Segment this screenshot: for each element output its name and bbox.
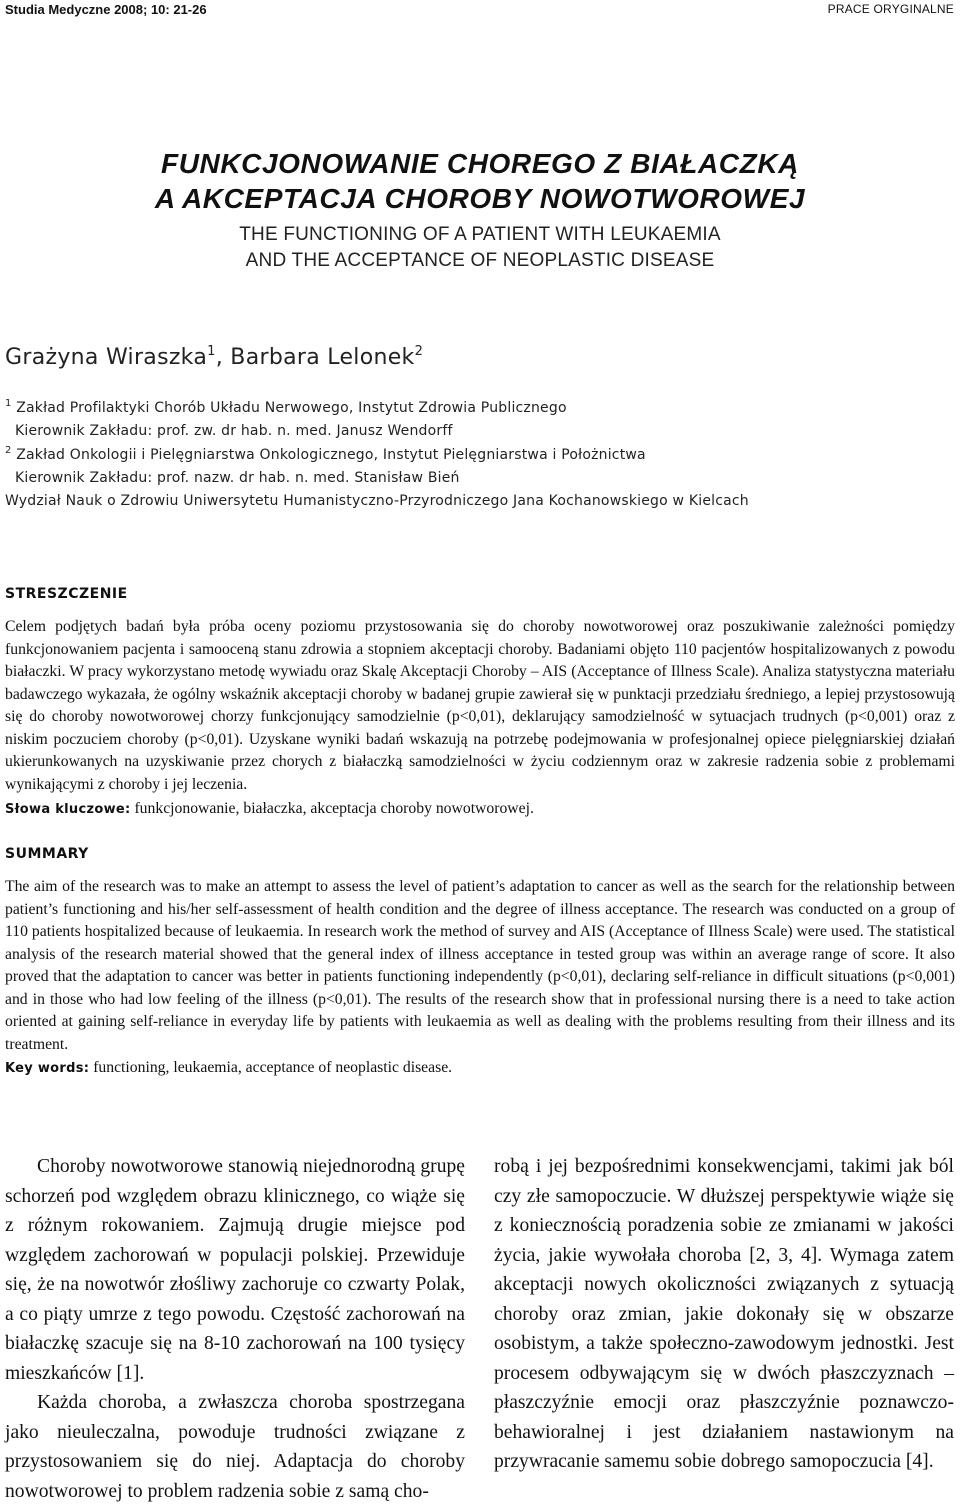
author-separator: , xyxy=(215,345,231,370)
article-title xyxy=(0,146,960,216)
body-paragraph: Choroby nowotworowe stanowią niejednorodną grupę schorzeń pod względem obrazu klinicznego, co wiąże się z różnym rokowaniem. Zajmują drugie miejsce pod względem zachorowań w populacji polskiej. Przewiduje się, że na nowotwór złośliwy zachoruje co czwarty Polak, a co piąty umrze z tego powodu. Częstość zachorowań na białaczkę szacuje się na 8-10 zachorowań na 100 tysięcy mieszkańców [1]. xyxy=(5,1156,465,1384)
affiliation-mark: 2 xyxy=(5,445,12,456)
body-paragraph: Każda choroba, a zwłaszcza choroba spostrzegana jako nieuleczalna, powoduje trudności związane z przystosowaniem się do niej. Adaptacja do choroby nowotworowej to problem radzenia sobie z samą cho- xyxy=(5,1392,465,1502)
affiliation-text: Zakład Profilaktyki Chorób Układu Nerwowego, Instytut Zdrowia Publicznego xyxy=(11,400,567,416)
article-type-label: PRACE ORYGINALNE xyxy=(827,2,954,16)
affiliation-head: Kierownik Zakładu: prof. zw. dr hab. n. med. Janusz Wendorff xyxy=(15,423,453,439)
summary-heading: SUMMARY xyxy=(5,846,89,862)
author-affiliation-mark: 1 xyxy=(207,344,216,359)
affiliation-text: Zakład Onkologii i Pielęgniarstwa Onkologicznego, Instytut Pielęgniarstwa i Położnictwa xyxy=(11,447,646,463)
keywords-label: Słowa kluczowe: xyxy=(5,802,131,817)
subtitle-line-2: AND THE ACCEPTANCE OF NEOPLASTIC DISEASE xyxy=(245,250,715,271)
affiliation-head: Kierownik Zakładu: prof. nazw. dr hab. n. med. Stanisław Bień xyxy=(15,470,460,486)
summary-text: The aim of the research was to make an attempt to assess the level of patient’s adaptation to cancer as well as the search for the relationship between patient’s functioning and his/her self-assessment of health condition and the degree of illness acceptance. The research was conducted on a group of 110 patients hospitalized because of leukaemia. In research work the method of survey and AIS (Acceptance of Illness Scale) were used. The statistical analysis of the research material showed that the general index of illness acceptance in tested group was within an average range of score. It also proved that the adaptation to cancer was better in patients functioning independently (p<0,01), declaring self-reliance in difficult situations (p<0,001) and in those who had low feeling of the illness (p<0,01). The results of the research show that in professional nursing there is a need to take action oriented at gaining self-reliance in everyday life by patients with leukaemia as well as dealing with the problems resulting from their illness and its treatment. xyxy=(5,878,955,1053)
body-column-right xyxy=(494,1152,954,1477)
affiliation-mark: 1 xyxy=(5,398,12,409)
title-line-1: FUNKCJONOWANIE CHOREGO Z BIAŁACZKĄ xyxy=(161,148,799,179)
faculty-name: Wydział Nauk o Zdrowiu Uniwersytetu Humanistyczno-Przyrodniczego Jana Kochanowskiego w Kielcach xyxy=(5,493,749,509)
title-line-2: A AKCEPTACJA CHOROBY NOWOTWOROWEJ xyxy=(154,183,806,214)
keywords-text: funkcjonowanie, białaczka, akceptacja choroby nowotworowej. xyxy=(130,800,534,817)
article-subtitle xyxy=(0,222,960,274)
summary-keywords xyxy=(5,1057,452,1080)
affiliation-1 xyxy=(5,392,567,443)
abstract-text: Celem podjętych badań była próba oceny poziomu przystosowania się do choroby nowotworowej oraz poszukiwanie zależności pomiędzy funkcjonowaniem pacjenta i samooceną stanu zdrowia a stopniem akceptacji choroby. Badaniami objęto 110 pacjentów hospitalizowanych z powodu białaczki. W pracy wykorzystano metodę wywiadu oraz Skalę Akceptacji Choroby – AIS (Acceptance of Illness Scale). Analiza statystyczna materiału badawczego wykazała, że ogólny wskaźnik akceptacji choroby w badanej grupie zawierał się w punktacji przedziału średniego, a lepiej przystosowują się do choroby nowotworowej chorzy funkcjonujący samodzielnie (p<0,01), deklarujący samodzielność w sytuacjach trudnych (p<0,001) oraz z niskim poczuciem choroby (p<0,01). Uzyskane wyniki badań wskazują na potrzebę podejmowania w profesjonalnej opiece pielęgniarskiej działań ukierunkowanych na uzyskiwanie przez chorych z białaczką samodzielności w życiu codziennym oraz w zakresie radzenia sobie z problemami wynikającymi z choroby i jej leczenia. xyxy=(5,618,955,793)
author-name: Grażyna Wiraszka xyxy=(5,345,208,370)
author-affiliation-mark: 2 xyxy=(414,344,424,359)
subtitle-line-1: THE FUNCTIONING OF A PATIENT WITH LEUKAEMIA xyxy=(239,224,721,245)
keywords-label: Key words: xyxy=(5,1061,90,1076)
affiliation-2 xyxy=(5,439,749,513)
abstract-heading: STRESZCZENIE xyxy=(5,586,128,602)
author-list xyxy=(5,344,423,370)
body-column-left xyxy=(5,1152,465,1506)
journal-citation: Studia Medyczne 2008; 10: 21-26 xyxy=(5,2,207,17)
body-paragraph: robą i jej bezpośrednimi konsekwencjami, takimi jak ból czy złe samopoczucie. W dłuższej perspektywie wiąże się z koniecznością poradzenia sobie ze zmianami w jakości życia, jakie wywołała choroba [2, 3, 4]. Wymaga zatem akceptacji nowych okoliczności związanych z sytuacją choroby oraz zmian, jakie dokonały się w obszarze osobistym, a także społeczno-zawodowym jednostki. Jest procesem odbywającym się w dwóch płaszczyznach – płaszczyźnie emocji oraz płaszczyźnie poznawczo-behawioralnej i jest działaniem nastawionym na przywracanie samemu sobie dobrego samopoczucia [4]. xyxy=(494,1156,954,1472)
abstract-keywords xyxy=(5,798,534,821)
author-name: Barbara Lelonek xyxy=(230,345,415,370)
keywords-text: functioning, leukaemia, acceptance of neoplastic disease. xyxy=(89,1059,453,1076)
